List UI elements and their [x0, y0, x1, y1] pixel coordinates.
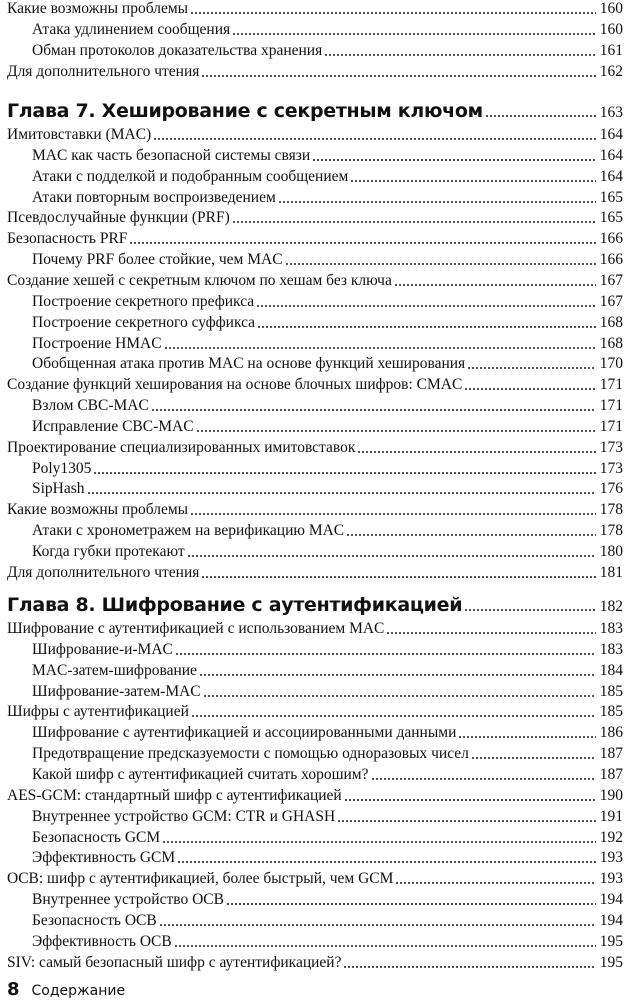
entry-title: Построение HMAC: [32, 334, 162, 352]
entry-page-number: 166: [599, 230, 623, 248]
dot-leader: [159, 924, 596, 926]
toc-entry: [7, 435, 623, 457]
entry-page-number: 165: [599, 209, 623, 227]
entry-page-number: 181: [599, 563, 623, 581]
entry-title: Атака удлинением сообщения: [32, 20, 231, 38]
dot-leader: [174, 945, 596, 947]
entry-title: SIV: самый безопасный шифр с аутентификацией?: [7, 953, 342, 971]
entry-title: Безопасность OCB: [32, 911, 157, 929]
dot-leader: [164, 347, 596, 349]
dot-leader: [175, 653, 596, 655]
dot-leader: [129, 242, 596, 244]
chapter-title: Глава 8. Шифрование с аутентификацией: [7, 594, 463, 616]
entry-title: Построение секретного суффикса: [32, 313, 256, 331]
toc-entry: [7, 310, 623, 332]
dot-leader: [394, 284, 596, 286]
entry-page-number: 187: [599, 745, 623, 763]
entry-title: Какие возможны проблемы: [7, 0, 189, 17]
toc-entry: [7, 637, 623, 659]
entry-page-number: 166: [599, 251, 623, 269]
entry-page-number: 171: [599, 376, 623, 394]
entry-title: Построение секретного префикса: [32, 292, 255, 310]
entry-page-number: 173: [599, 459, 623, 477]
entry-title: Имитовставки (MAC): [7, 126, 152, 143]
toc-entry: [7, 497, 623, 519]
toc-entry: [7, 17, 623, 39]
dot-leader: [201, 576, 596, 578]
chapter-page-number: 182: [599, 598, 623, 615]
dot-leader: [256, 305, 596, 307]
entry-title: Poly1305: [32, 459, 92, 477]
entry-title: Атаки с подделкой и подобранным сообщением: [32, 167, 349, 185]
entry-page-number: 176: [599, 480, 623, 498]
toc-entry: [7, 0, 623, 18]
toc-entry: [7, 456, 623, 478]
entry-title: Проектирование специализированных имитовставок: [7, 438, 356, 456]
dot-leader: [285, 263, 596, 265]
entry-page-number: 186: [599, 724, 623, 742]
entry-page-number: 194: [599, 911, 623, 929]
toc-entry: [7, 143, 623, 165]
dot-leader: [93, 472, 596, 474]
dot-leader: [464, 388, 596, 390]
toc-entry: [7, 185, 623, 207]
dot-leader: [485, 115, 596, 117]
entry-page-number: 178: [599, 501, 623, 519]
entry-title: Эффективность OCB: [32, 932, 172, 950]
entry-page-number: 180: [599, 543, 623, 560]
entry-title: Почему PRF более стойкие, чем MAC: [32, 251, 283, 269]
dot-leader: [190, 12, 596, 14]
entry-page-number: 161: [599, 41, 623, 59]
toc-entry: [7, 518, 623, 540]
toc-entry: [7, 908, 623, 930]
entry-title: Безопасность GCM: [32, 828, 161, 846]
entry-title: Безопасность PRF: [7, 230, 128, 248]
dot-leader: [312, 159, 596, 161]
toc-entry: [7, 164, 623, 186]
entry-title: Псевдослучайные функции (PRF): [7, 209, 230, 227]
toc-entry: [7, 38, 623, 60]
entry-title: Шифрование-затем-MAC: [32, 682, 201, 700]
toc-entry: [7, 866, 623, 888]
dot-leader: [177, 861, 596, 863]
entry-title: Какой шифр с аутентификацией считать хорошим?: [32, 765, 369, 783]
dot-leader: [151, 409, 596, 411]
entry-title: Исправление CBC-MAC: [32, 417, 194, 435]
toc-entry: [7, 560, 623, 582]
toc-entry: [7, 414, 623, 436]
dot-leader: [153, 138, 596, 140]
dot-leader: [357, 451, 596, 453]
chapter-7-heading: [7, 94, 623, 122]
entry-page-number: 184: [599, 661, 623, 679]
footer-page-number: 8: [7, 979, 20, 1000]
toc-entry: [7, 351, 623, 373]
dot-leader: [343, 966, 596, 968]
entry-page-number: 178: [599, 522, 623, 540]
toc-entry: [7, 59, 623, 81]
entry-title: Создание хешей с секретным ключом по хешам без ключа: [7, 271, 392, 289]
entry-title: Обман протоколов доказательства хранения: [32, 41, 323, 59]
entry-title: Внутреннее устройство OCB: [32, 891, 224, 909]
entry-title: Создание функций хеширования на основе блочных шифров: CMAC: [7, 376, 463, 394]
dot-leader: [162, 841, 596, 843]
dot-leader: [350, 180, 596, 182]
entry-page-number: 183: [599, 640, 623, 658]
dot-leader: [87, 492, 596, 494]
entry-title: Шифрование с аутентификацией и ассоциированными данными: [32, 724, 457, 742]
entry-page-number: 164: [599, 126, 623, 143]
dot-leader: [232, 221, 596, 223]
footer-label: Содержание: [31, 983, 126, 999]
toc-entry: [7, 122, 623, 144]
entry-page-number: 160: [599, 20, 623, 38]
dot-leader: [344, 799, 596, 801]
entry-page-number: 185: [599, 703, 623, 721]
toc-entry: [7, 331, 623, 353]
entry-page-number: 165: [599, 188, 623, 206]
dot-leader: [346, 534, 596, 536]
chapter-page-number: 163: [599, 104, 623, 121]
toc-entry: [7, 247, 623, 269]
entry-page-number: 190: [599, 786, 623, 804]
toc-entry: [7, 950, 623, 972]
entry-title: Обобщенная атака против MAC на основе функций хеширования: [32, 355, 466, 373]
entry-page-number: 183: [599, 620, 623, 637]
entry-title: Когда губки протекают: [32, 543, 185, 560]
entry-title: Шифры с аутентификацией: [7, 703, 189, 721]
toc-entry: [7, 226, 623, 248]
entry-page-number: 193: [599, 870, 623, 888]
entry-title: MAC как часть безопасной системы связи: [32, 146, 311, 164]
entry-title: SipHash: [32, 480, 85, 498]
toc-entry: [7, 268, 623, 290]
entry-page-number: 192: [599, 828, 623, 846]
toc-entry: [7, 783, 623, 805]
dot-leader: [190, 513, 596, 515]
entry-page-number: 195: [599, 932, 623, 950]
chapter-8-heading: [7, 588, 623, 616]
dot-leader: [337, 820, 596, 822]
dot-leader: [395, 882, 596, 884]
entry-title: Для дополнительного чтения: [7, 62, 200, 80]
dot-leader: [471, 757, 596, 759]
entry-page-number: 164: [599, 167, 623, 185]
toc-entry: [7, 720, 623, 742]
entry-page-number: 171: [599, 417, 623, 435]
toc-entry: [7, 616, 623, 638]
dot-leader: [467, 367, 596, 369]
entry-page-number: 170: [599, 355, 623, 373]
toc-entry: [7, 699, 623, 721]
entry-page-number: 191: [599, 807, 623, 825]
toc-entry: [7, 845, 623, 867]
entry-page-number: 185: [599, 682, 623, 700]
toc-entry: [7, 929, 623, 951]
entry-title: OCB: шифр с аутентификацией, более быстрый, чем GCM: [7, 870, 394, 888]
entry-title: Эффективность GCM: [32, 849, 176, 867]
entry-page-number: 167: [599, 292, 623, 310]
entry-title: AES-GCM: стандартный шифр с аутентификацией: [7, 786, 342, 804]
dot-leader: [324, 54, 596, 56]
entry-page-number: 164: [599, 146, 623, 164]
dot-leader: [187, 555, 596, 557]
toc-entry: [7, 539, 623, 561]
entry-title: Шифрование с аутентификацией с использованием MAC: [7, 620, 385, 637]
entry-page-number: 171: [599, 397, 623, 415]
dot-leader: [191, 715, 596, 717]
dot-leader: [464, 609, 596, 611]
toc-entry: [7, 762, 623, 784]
toc-entry: [7, 804, 623, 826]
toc-entry: [7, 476, 623, 498]
entry-page-number: 167: [599, 271, 623, 289]
entry-page-number: 187: [599, 765, 623, 783]
entry-page-number: 194: [599, 891, 623, 909]
toc-entry: [7, 741, 623, 763]
entry-title: Какие возможны проблемы: [7, 501, 189, 519]
dot-leader: [196, 430, 596, 432]
dot-leader: [458, 736, 596, 738]
entry-title: Предотвращение предсказуемости с помощью одноразовых чисел: [32, 745, 469, 763]
dot-leader: [257, 326, 596, 328]
entry-page-number: 168: [599, 334, 623, 352]
entry-title: MAC-затем-шифрование: [32, 661, 197, 679]
dot-leader: [203, 695, 596, 697]
toc-entry: [7, 372, 623, 394]
entry-page-number: 160: [599, 0, 623, 17]
page-footer: [7, 976, 125, 1000]
entry-page-number: 195: [599, 953, 623, 971]
toc-entry: [7, 887, 623, 909]
dot-leader: [371, 778, 597, 780]
dot-leader: [278, 201, 596, 203]
entry-page-number: 162: [599, 62, 623, 80]
toc-entry: [7, 825, 623, 847]
dot-leader: [386, 632, 596, 634]
toc-entry: [7, 658, 623, 680]
chapter-title: Глава 7. Хеширование с секретным ключом: [7, 100, 483, 122]
entry-title: Шифрование-и-MAC: [32, 640, 173, 658]
entry-page-number: 193: [599, 849, 623, 867]
entry-page-number: 168: [599, 313, 623, 331]
entry-title: Атаки повторным воспроизведением: [32, 188, 276, 206]
toc-entry: [7, 205, 623, 227]
toc-entry: [7, 289, 623, 311]
entry-page-number: 173: [599, 438, 623, 456]
entry-title: Атаки с хронометражем на верификацию MAC: [32, 522, 345, 540]
dot-leader: [226, 903, 596, 905]
dot-leader: [199, 674, 596, 676]
toc-entry: [7, 679, 623, 701]
dot-leader: [232, 33, 596, 35]
entry-title: Взлом CBC-MAC: [32, 397, 149, 415]
entry-title: Для дополнительного чтения: [7, 563, 200, 581]
toc-entry: [7, 393, 623, 415]
dot-leader: [201, 75, 596, 77]
entry-title: Внутреннее устройство GCM: CTR и GHASH: [32, 807, 336, 825]
